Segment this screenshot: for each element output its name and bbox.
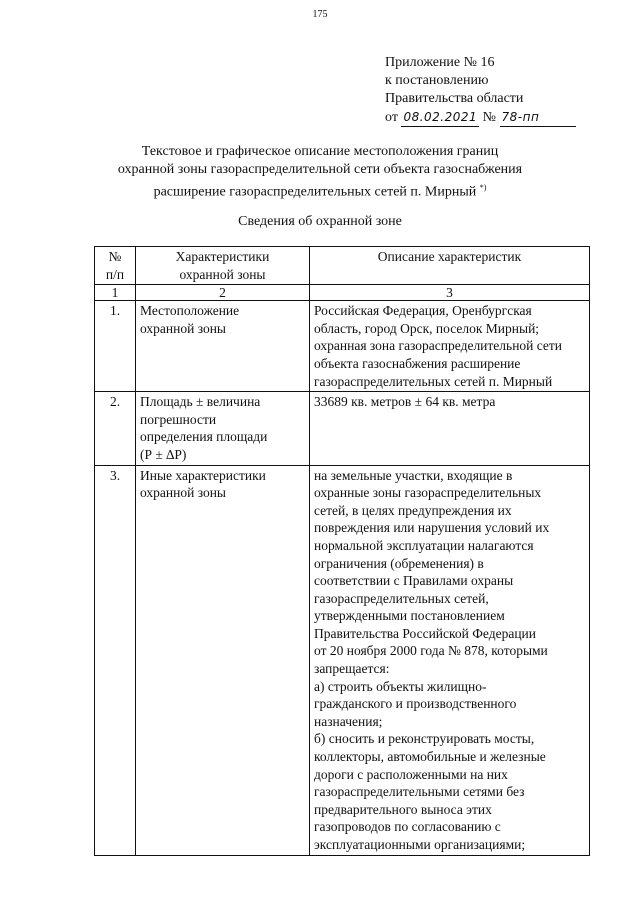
description-line: на земельные участки, входящие в: [314, 467, 513, 483]
description-line: гражданского и производственного: [314, 696, 517, 712]
title-line-2: охранной зоны газораспределительной сети объекта газоснабжения: [117, 162, 523, 177]
description-line: Правительства Российской Федерации: [314, 625, 536, 641]
characteristic-line: Иные характеристики: [140, 467, 266, 483]
appendix-line-3: Правительства области: [385, 91, 524, 106]
description-line: 33689 кв. метров ± 64 кв. метра: [314, 394, 496, 410]
number-sign: №: [482, 110, 497, 125]
description-line: утвержденными постановлением: [314, 608, 505, 624]
page-number: 175: [312, 9, 328, 20]
table-row: [95, 465, 590, 855]
header-number-line: п/п: [105, 266, 125, 282]
row-description: [310, 392, 590, 465]
column-number-row: [95, 285, 590, 301]
handwritten-number: 78-пп: [500, 108, 576, 127]
title-line-1: Текстовое и графическое описание местоположения границ: [141, 144, 499, 159]
characteristic-line: (Р ± ∆Р): [140, 446, 187, 462]
characteristic-line: погрешности: [140, 411, 217, 427]
description-line: соответствии с Правилами охраны: [314, 573, 514, 589]
row-characteristic: [136, 392, 310, 465]
header-number: [95, 247, 136, 285]
row-number: 1.: [95, 301, 136, 392]
handwritten-date: 08.02.2021: [401, 108, 479, 127]
description-line: от 20 ноября 2000 года № 878, которыми: [314, 643, 548, 659]
characteristic-line: охранной зоны: [140, 320, 227, 336]
header-characteristics-line: охранной зоны: [179, 266, 266, 282]
characteristic-line: Площадь ± величина: [140, 394, 261, 410]
zone-info-table: [94, 246, 590, 856]
description-line: охранные зоны газораспределительных: [314, 485, 542, 501]
footnote-mark: *): [479, 183, 487, 192]
description-line: дороги с расположенными на них: [314, 766, 508, 782]
row-number: 3.: [95, 465, 136, 855]
description-line: предварительного выноса этих: [314, 801, 492, 817]
description-line: запрещается:: [314, 661, 390, 677]
description-line: охранная зона газораспределительной сети: [314, 338, 563, 354]
description-line: назначения;: [314, 713, 383, 729]
description-line: область, город Орск, поселок Мирный;: [314, 320, 540, 336]
description-line: ограничения (обременения) в: [314, 555, 484, 571]
description-line: газопроводов по согласованию с: [314, 819, 501, 835]
characteristic-line: определения площади: [140, 429, 268, 445]
description-line: газораспределительными сетями без: [314, 784, 525, 800]
section-subtitle: Сведения об охранной зоне: [238, 214, 402, 229]
header-characteristics: [136, 247, 310, 285]
description-line: нормальной эксплуатации налагаются: [314, 537, 534, 553]
appendix-line-1: Приложение № 16: [385, 55, 495, 70]
header-description-line: Описание характеристик: [377, 249, 522, 264]
description-line: газораспределительных сетей п. Мирный: [314, 373, 553, 389]
row-description: [310, 465, 590, 855]
table-row: [95, 392, 590, 465]
header-description: [310, 247, 590, 285]
description-line: газораспределительных сетей,: [314, 590, 489, 606]
row-description: [310, 301, 590, 392]
characteristic-line: охранной зоны: [140, 485, 227, 501]
header-number-line: №: [108, 249, 122, 264]
title-line-3-text: расширение газораспределительных сетей п. Мирный: [153, 184, 477, 200]
description-line: Российская Федерация, Оренбургская: [314, 303, 532, 319]
table-header-row: [95, 247, 590, 285]
description-line: объекта газоснабжения расширение: [314, 355, 521, 371]
description-line: а) строить объекты жилищно-: [314, 678, 487, 694]
title-line-3: [80, 179, 560, 202]
column-number: 1: [95, 285, 136, 301]
characteristic-line: Местоположение: [140, 303, 240, 319]
appendix-date-line: [385, 108, 576, 127]
description-line: эксплуатационными организациями;: [314, 837, 526, 852]
header-characteristics-line: Характеристики: [175, 249, 270, 264]
row-characteristic: [136, 301, 310, 392]
appendix-line-2: к постановлению: [385, 73, 489, 88]
description-line: коллекторы, автомобильные и железные: [314, 749, 546, 765]
row-number: 2.: [95, 392, 136, 465]
description-line: повреждения или нарушения условий их: [314, 520, 550, 536]
appendix-header: [385, 54, 576, 127]
document-title: [80, 143, 560, 202]
description-line: б) сносить и реконструировать мосты,: [314, 731, 535, 747]
table-row: [95, 301, 590, 392]
row-characteristic: [136, 465, 310, 855]
description-line: сетей, в целях предупреждения их: [314, 502, 512, 518]
column-number: 2: [136, 285, 310, 301]
column-number: 3: [310, 285, 590, 301]
date-prefix: от: [385, 110, 398, 125]
